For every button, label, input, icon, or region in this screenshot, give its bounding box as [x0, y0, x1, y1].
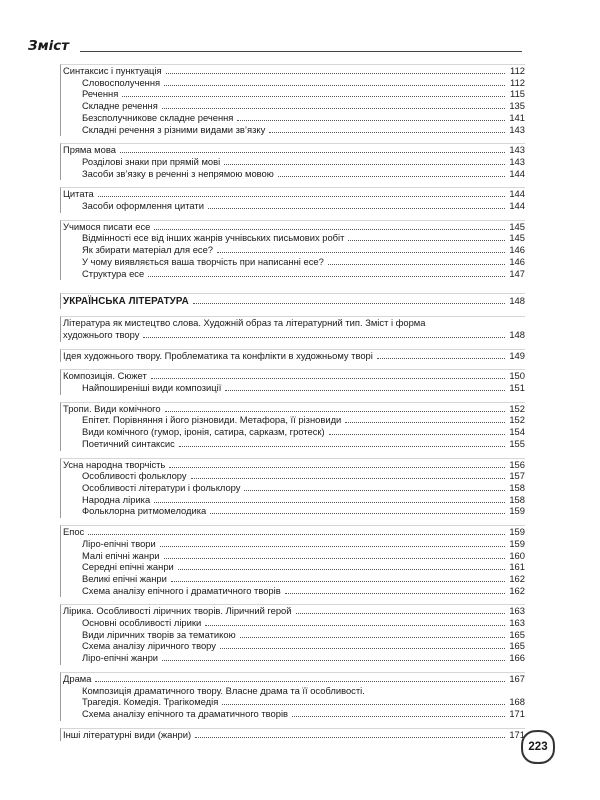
toc-entry[interactable] [61, 403, 525, 415]
toc-page-number: 143 [509, 123, 525, 135]
toc-entry-label: У чому виявляється ваша творчість при написанні есе? [82, 255, 324, 267]
toc-section [60, 64, 525, 136]
toc-entry-label: Найпоширеніші види композиції [82, 382, 222, 394]
toc-entry-label: Безсполучникове складне речення [82, 111, 234, 123]
toc-page-number: 165 [509, 628, 525, 640]
dot-leader [178, 569, 505, 570]
toc-entry-label: Лірика. Особливості ліричних творів. Ліричний герой [63, 605, 292, 617]
toc-entry-label: Народна лірика [82, 493, 151, 505]
toc-entry-label: Література як мистецтво слова. Художній образ та літературний тип. Зміст і форма [63, 317, 426, 329]
dot-leader [278, 176, 505, 177]
toc-page-number: 159 [509, 526, 525, 538]
toc-page-number: 135 [509, 100, 525, 112]
toc-heading[interactable] [61, 294, 525, 308]
dot-leader [296, 613, 505, 614]
toc-page-number: 148 [509, 295, 525, 307]
dot-leader [193, 303, 505, 304]
toc-subentry[interactable] [61, 426, 525, 438]
toc-page-number: 168 [509, 696, 525, 708]
toc-subentry[interactable] [61, 482, 525, 494]
dot-leader [88, 534, 505, 535]
toc-page-number: 112 [510, 65, 525, 76]
toc-entry-label: Речення [82, 88, 119, 100]
toc-page-number: 171 [509, 728, 525, 740]
toc-entry[interactable] [61, 459, 525, 471]
toc-section [60, 316, 525, 341]
toc-section [60, 672, 525, 721]
dot-leader [292, 716, 505, 717]
dot-leader [222, 704, 505, 705]
page-number: 223 [528, 741, 548, 753]
toc-entry-label: Драма [63, 672, 92, 684]
toc-entry-label: Схема аналізу епічного та драматичного творів [82, 707, 289, 719]
toc-page-number: 144 [509, 167, 525, 179]
toc-section [60, 349, 525, 363]
toc-page-number: 155 [509, 437, 525, 449]
toc-subentry[interactable] [61, 561, 525, 573]
toc-subentry[interactable] [61, 112, 525, 124]
toc-subentry[interactable] [61, 696, 525, 708]
toc-subentry[interactable] [61, 414, 525, 426]
dot-leader [240, 637, 505, 638]
toc-page-number: 144 [509, 188, 525, 200]
dot-leader [179, 446, 505, 447]
toc-subentry[interactable] [61, 244, 525, 256]
toc-page-number: 144 [509, 200, 525, 212]
dot-leader [122, 96, 505, 97]
dot-leader [285, 593, 505, 594]
toc-subentry[interactable] [61, 494, 525, 506]
dot-leader [224, 164, 505, 165]
toc-entry-label: Складне речення [82, 100, 158, 112]
toc-subentry[interactable] [61, 268, 525, 280]
toc-entry[interactable] [61, 329, 525, 341]
toc-subentry[interactable] [61, 200, 525, 212]
toc-subentry[interactable] [61, 550, 525, 562]
toc-entry[interactable] [61, 350, 525, 362]
toc-entry-label: Особливості фольклору [82, 470, 187, 482]
dot-leader [165, 411, 505, 412]
toc-page-number: 157 [509, 470, 525, 482]
dot-leader [162, 660, 505, 661]
toc-entry-label: Композиція. Сюжет [63, 370, 147, 382]
toc-entry-label: Епітет. Порівняння і його різновиди. Метафора, її різновиди [82, 414, 342, 426]
page-number-badge [520, 729, 556, 765]
toc-entry-label: Розділові знаки при прямій мові [82, 155, 221, 167]
toc-page-number: 158 [509, 493, 525, 505]
toc-page-number: 171 [509, 707, 525, 719]
toc-page-number: 143 [509, 155, 525, 167]
toc-section [60, 143, 525, 180]
toc-subentry[interactable] [61, 438, 525, 450]
dot-leader [195, 737, 505, 738]
toc-entry[interactable] [61, 526, 525, 538]
toc-entry-label: Види комічного (гумор, іронія, сатира, сарказм, гротеск) [82, 426, 325, 438]
toc-entry[interactable] [61, 188, 525, 200]
toc-subentry[interactable] [61, 382, 525, 394]
toc-page-number: 148 [509, 328, 525, 340]
toc-entry-label: Учимося писати есе [63, 220, 151, 232]
toc-section [60, 402, 525, 451]
toc-section [60, 458, 525, 519]
toc-page-number: 163 [509, 617, 525, 629]
dot-leader [162, 108, 505, 109]
toc-page-number: 159 [509, 505, 525, 517]
toc-page-number: 147 [509, 267, 525, 279]
toc-entry-label: Поетичний синтаксис [82, 437, 175, 449]
dot-leader [95, 681, 505, 682]
toc-subentry[interactable] [61, 168, 525, 180]
dot-leader [166, 73, 505, 74]
header-rule [80, 51, 522, 52]
toc-page-number: 150 [509, 370, 525, 382]
toc-page-number: 112 [510, 76, 525, 88]
toc-page-number: 141 [509, 111, 525, 123]
toc-entry-label: Композиція драматичного твору. Власне драма та її особливості. [82, 684, 365, 696]
dot-leader [160, 546, 505, 547]
toc-entry-label: художнього твору [63, 328, 140, 340]
toc-entry[interactable] [61, 65, 525, 77]
toc-subentry[interactable] [61, 708, 525, 720]
toc-entry-label: Великі епічні жанри [82, 572, 167, 584]
toc-subentry[interactable] [61, 124, 525, 136]
toc-entry-label: Схема аналізу епічного і драматичного творів [82, 584, 281, 596]
toc-page-number: 115 [510, 88, 525, 100]
dot-leader [244, 490, 505, 491]
dot-leader [237, 120, 505, 121]
toc-section [60, 525, 525, 597]
toc-entry[interactable] [61, 729, 525, 741]
toc-entry-label: Епос [63, 526, 85, 538]
toc-entry-label: Тропи. Види комічного [63, 402, 161, 414]
toc-section [60, 728, 525, 742]
toc-section [60, 220, 525, 281]
table-of-contents [60, 64, 525, 741]
toc-page-number: 154 [509, 426, 525, 438]
toc-page-number: 161 [509, 561, 525, 573]
toc-entry-label: Інші літературні види (жанри) [63, 728, 192, 740]
dot-leader [208, 208, 505, 209]
toc-page-number: 145 [509, 232, 525, 244]
toc-subentry[interactable] [61, 573, 525, 585]
toc-page-number: 166 [509, 652, 525, 664]
toc-entry-label: Схема аналізу ліричного твору [82, 640, 216, 652]
toc-page-number: 163 [509, 605, 525, 617]
toc-subentry[interactable] [61, 232, 525, 244]
toc-entry-label: Ідея художнього твору. Проблематика та конфлікти в художньому творі [63, 349, 373, 361]
toc-entry-label: Пряма мова [63, 144, 116, 156]
dot-leader [269, 132, 505, 133]
toc-entry-label: Види ліричних творів за тематикою [82, 628, 236, 640]
toc-page-number: 152 [509, 414, 525, 426]
toc-entry-label: Синтаксис і пунктуація [63, 65, 162, 76]
toc-entry-label: Відмінності есе від інших жанрів учнівських письмових робіт [82, 232, 345, 244]
toc-entry-label: Малі епічні жанри [82, 549, 160, 561]
toc-entry-label: Ліро-епічні жанри [82, 652, 159, 664]
toc-entry[interactable] [61, 605, 525, 617]
toc-page-number: 159 [509, 537, 525, 549]
toc-subentry[interactable] [61, 100, 525, 112]
toc-page-number: 160 [509, 549, 525, 561]
dot-leader [164, 558, 505, 559]
dot-leader [345, 422, 505, 423]
dot-leader [225, 390, 505, 391]
dot-leader [329, 434, 505, 435]
toc-entry-label: Словосполучення [82, 76, 161, 88]
toc-entry-label: Середні епічні жанри [82, 561, 174, 573]
toc-entry[interactable] [61, 221, 525, 233]
dot-leader [377, 358, 505, 359]
toc-page-number: 158 [509, 481, 525, 493]
dot-leader [154, 502, 505, 503]
page-header [28, 38, 522, 56]
dot-leader [154, 229, 505, 230]
toc-entry-label: Трагедія. Комедія. Трагікомедія [82, 696, 219, 708]
toc-subentry[interactable] [61, 505, 525, 517]
toc-entry-label: УКРАЇНСЬКА ЛІТЕРАТУРА [63, 296, 189, 308]
toc-subentry[interactable] [61, 629, 525, 641]
toc-subentry[interactable] [61, 617, 525, 629]
toc-page-number: 162 [509, 572, 525, 584]
toc-entry-label: Як збирати матеріал для есе? [82, 244, 214, 256]
toc-entry-label: Цитата [63, 188, 94, 200]
toc-section [60, 369, 525, 394]
toc-page-number: 146 [509, 255, 525, 267]
toc-section [60, 187, 525, 212]
toc-entry-label: Засоби оформлення цитати [82, 200, 204, 212]
toc-page-number: 156 [509, 458, 525, 470]
dot-leader [171, 581, 505, 582]
toc-subentry[interactable] [61, 585, 525, 597]
dot-leader [98, 196, 505, 197]
dot-leader [164, 85, 505, 86]
dot-leader [205, 625, 505, 626]
dot-leader [348, 240, 505, 241]
toc-entry-label: Особливості літератури і фольклору [82, 481, 241, 493]
toc-entry[interactable] [61, 673, 525, 685]
dot-leader [217, 252, 505, 253]
toc-subentry[interactable] [61, 156, 525, 168]
toc-page-number: 152 [509, 402, 525, 414]
toc-page-number: 165 [509, 640, 525, 652]
dot-leader [151, 378, 505, 379]
toc-subentry[interactable] [61, 256, 525, 268]
toc-subentry[interactable] [61, 470, 525, 482]
toc-page-number: 151 [509, 382, 525, 394]
toc-entry-label: Усна народна творчість [63, 458, 166, 470]
dot-leader [143, 337, 505, 338]
dot-leader [148, 276, 505, 277]
dot-leader [169, 467, 505, 468]
toc-page-number: 162 [509, 584, 525, 596]
toc-entry-label: Фольклорна ритмомелодика [82, 505, 207, 517]
toc-entry[interactable] [61, 370, 525, 382]
toc-page-number: 146 [509, 244, 525, 256]
toc-subentry[interactable] [61, 652, 525, 664]
toc-entry-label: Ліро-епічні твори [82, 537, 156, 549]
page-title: Зміст [28, 38, 70, 54]
toc-entry-label: Основні особливості лірики [82, 617, 202, 629]
toc-entry[interactable] [61, 144, 525, 156]
toc-entry-label: Складні речення з різними видами зв’язку [82, 123, 266, 135]
toc-subentry[interactable] [61, 88, 525, 100]
dot-leader [210, 513, 505, 514]
toc-page-number: 143 [509, 144, 525, 156]
toc-subentry[interactable] [61, 538, 525, 550]
dot-leader [191, 478, 505, 479]
dot-leader [120, 152, 505, 153]
dot-leader [328, 264, 505, 265]
toc-entry-label: Засоби зв’язку в реченні з непрямою мовою [82, 167, 274, 179]
toc-entry-label: Структура есе [82, 267, 145, 279]
toc-subentry[interactable] [61, 77, 525, 89]
toc-section [60, 604, 525, 665]
toc-subentry[interactable] [61, 640, 525, 652]
toc-page-number: 149 [509, 349, 525, 361]
toc-section [60, 293, 525, 309]
toc-page-number: 145 [509, 220, 525, 232]
toc-page-number: 167 [509, 672, 525, 684]
dot-leader [220, 648, 505, 649]
